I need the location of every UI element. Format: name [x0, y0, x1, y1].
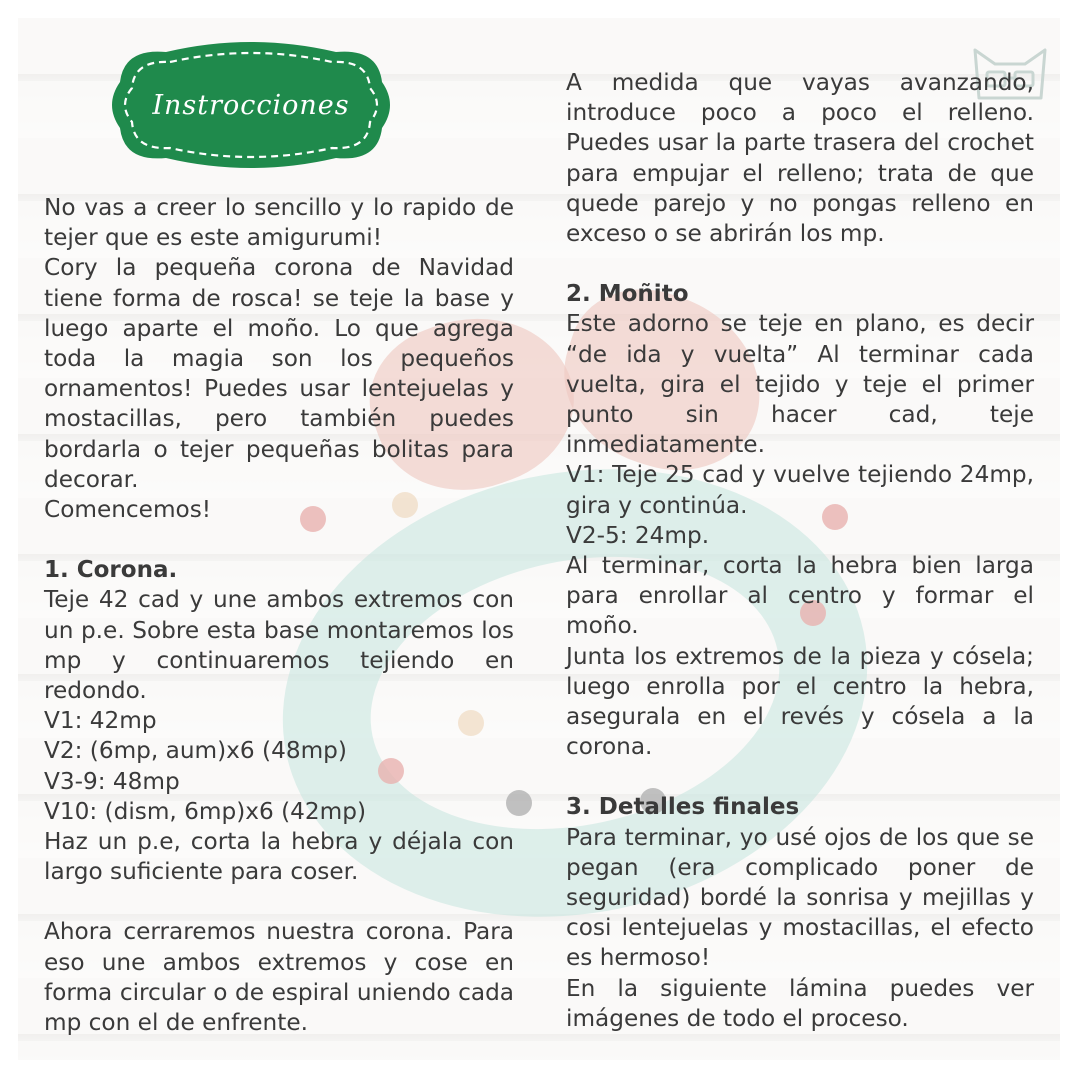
- section-heading-monito: 2. Moñito: [566, 281, 689, 308]
- intro-paragraph: No vas a creer lo sencillo y lo rapido de tejer que es este amigurumi!: [44, 194, 514, 252]
- instruction-line: Junta los extremos de la pieza y cósela; luego enrolla por el centro la hebra, asegurala en el revés y cósela a la corona.: [566, 642, 1034, 761]
- section-heading-detalles: 3. Detalles finales: [566, 794, 800, 821]
- instruction-line: V2-5: 24mp.: [566, 521, 710, 549]
- intro-paragraph: Cory la pequeña corona de Navidad tiene forma de rosca! se teje la base y luego aparte el moño. Lo que agrega toda la magia son los pequeños ornamentos! Puedes usar lentejuelas y mostacillas, pero también puedes bordarla o tejer pequeñas bolitas para decorar.: [44, 254, 514, 493]
- section-heading-corona: 1. Corona.: [44, 557, 178, 584]
- instruction-line: Haz un p.e, corta la hebra y déjala con largo suficiente para coser.: [44, 828, 514, 886]
- instruction-line: En la siguiente lámina puedes ver imágenes de todo el proceso.: [566, 974, 1034, 1032]
- instruction-line: Teje 42 cad y une ambos extremos con un p.e. Sobre esta base montaremos los mp y continuaremos tejiendo en redondo.: [44, 586, 514, 705]
- closing-paragraph: Ahora cerraremos nuestra corona. Para eso une ambos extremos y cose en forma circular o de espiral uniendo cada mp con el de enfrente.: [44, 918, 514, 1037]
- instruction-line: V1: 42mp: [44, 707, 157, 735]
- instructions-title: Instrocciones: [152, 89, 350, 121]
- stuffing-paragraph: A medida que vayas avanzando, introduce poco a poco el relleno. Puedes usar la parte trasera del crochet para empujar el relleno; trata de que quede parejo y no pongas relleno en exceso o se abrirán los mp.: [566, 69, 1034, 248]
- instruction-line: Para terminar, yo usé ojos de los que se pegan (era complicado poner de seguridad) bordé la sonrisa y mejillas y cosi lentejuelas y mostacillas, el efecto es hermoso!: [566, 823, 1034, 972]
- instruction-line: V10: (dism, 6mp)x6 (42mp): [44, 797, 367, 825]
- instruction-line: V3-9: 48mp: [44, 767, 180, 795]
- intro-paragraph: Comencemos!: [44, 496, 212, 524]
- left-column: [44, 193, 514, 1038]
- instruction-line: V2: (6mp, aum)x6 (48mp): [44, 737, 347, 765]
- instruction-line: V1: Teje 25 cad y vuelve tejiendo 24mp, gira y continúa.: [566, 461, 1034, 519]
- right-column: [566, 68, 1034, 1034]
- instruction-line: Este adorno se teje en plano, es decir “de ida y vuelta” Al terminar cada vuelta, gira el tejido y teje el primer punto sin hacer cad, teje inmediatamente.: [566, 310, 1034, 459]
- instruction-line: Al terminar, corta la hebra bien larga para enrollar al centro y formar el moño.: [566, 552, 1034, 640]
